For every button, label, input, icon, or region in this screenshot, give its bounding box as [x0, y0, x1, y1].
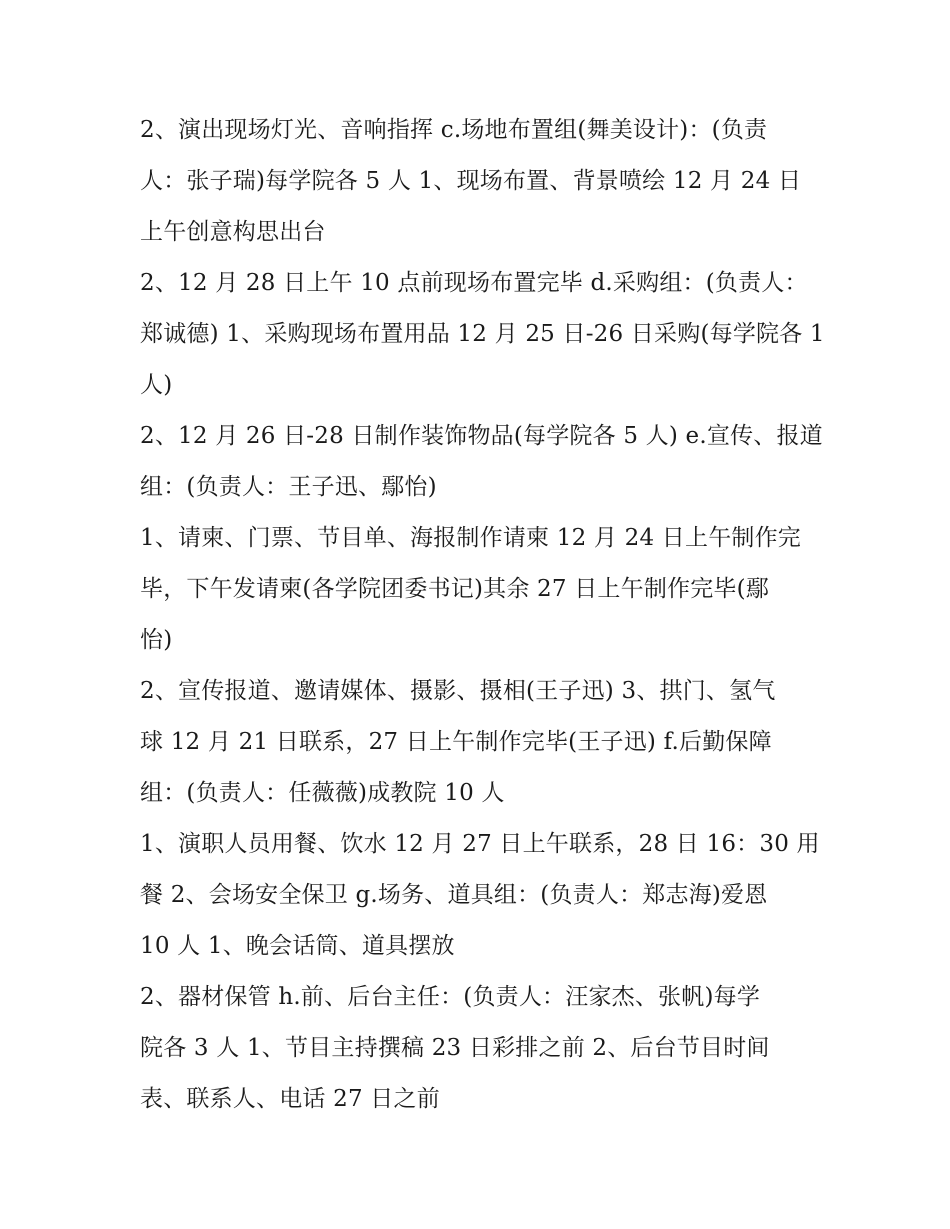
text-line: 组：(负责人：王子迅、鄢怡)	[140, 474, 437, 500]
text-line: 上午创意构思出台	[140, 219, 326, 245]
document-body	[140, 105, 825, 1125]
text-line: 人：张子瑞)每学院各 5 人 1、现场布置、背景喷绘 12 月 24 日	[140, 168, 802, 194]
text-line: 组：(负责人：任薇薇)成教院 10 人	[140, 780, 505, 806]
text-line: 人)	[140, 372, 173, 398]
text-line: 表、联系人、电话 27 日之前	[140, 1086, 440, 1112]
text-line: 2、演出现场灯光、音响指挥 c.场地布置组(舞美设计)：(负责	[140, 117, 768, 143]
text-line: 球 12 月 21 日联系，27 日上午制作完毕(王子迅) f.后勤保障	[140, 729, 772, 755]
text-line: 2、器材保管 h.前、后台主任：(负责人：汪家杰、张帆)每学	[140, 984, 761, 1010]
text-line: 郑诚德) 1、采购现场布置用品 12 月 25 日-26 日采购(每学院各 1	[140, 321, 825, 347]
text-line: 2、宣传报道、邀请媒体、摄影、摄相(王子迅) 3、拱门、氢气	[140, 678, 776, 704]
text-line: 院各 3 人 1、节目主持撰稿 23 日彩排之前 2、后台节目时间	[140, 1035, 770, 1061]
text-line: 2、12 月 28 日上午 10 点前现场布置完毕 d.采购组：(负责人：	[140, 270, 808, 296]
text-line: 10 人 1、晚会话筒、道具摆放	[140, 933, 455, 959]
text-line: 1、演职人员用餐、饮水 12 月 27 日上午联系，28 日 16：30 用	[140, 831, 820, 857]
text-line: 毕，下午发请柬(各学院团委书记)其余 27 日上午制作完毕(鄢	[140, 576, 770, 602]
text-line: 餐 2、会场安全保卫 g.场务、道具组：(负责人：郑志海)爱恩	[140, 882, 768, 908]
text-line: 2、12 月 26 日-28 日制作装饰物品(每学院各 5 人) e.宣传、报道	[140, 423, 823, 449]
text-line: 怡)	[140, 627, 173, 653]
text-line: 1、请柬、门票、节目单、海报制作请柬 12 月 24 日上午制作完	[140, 525, 802, 551]
